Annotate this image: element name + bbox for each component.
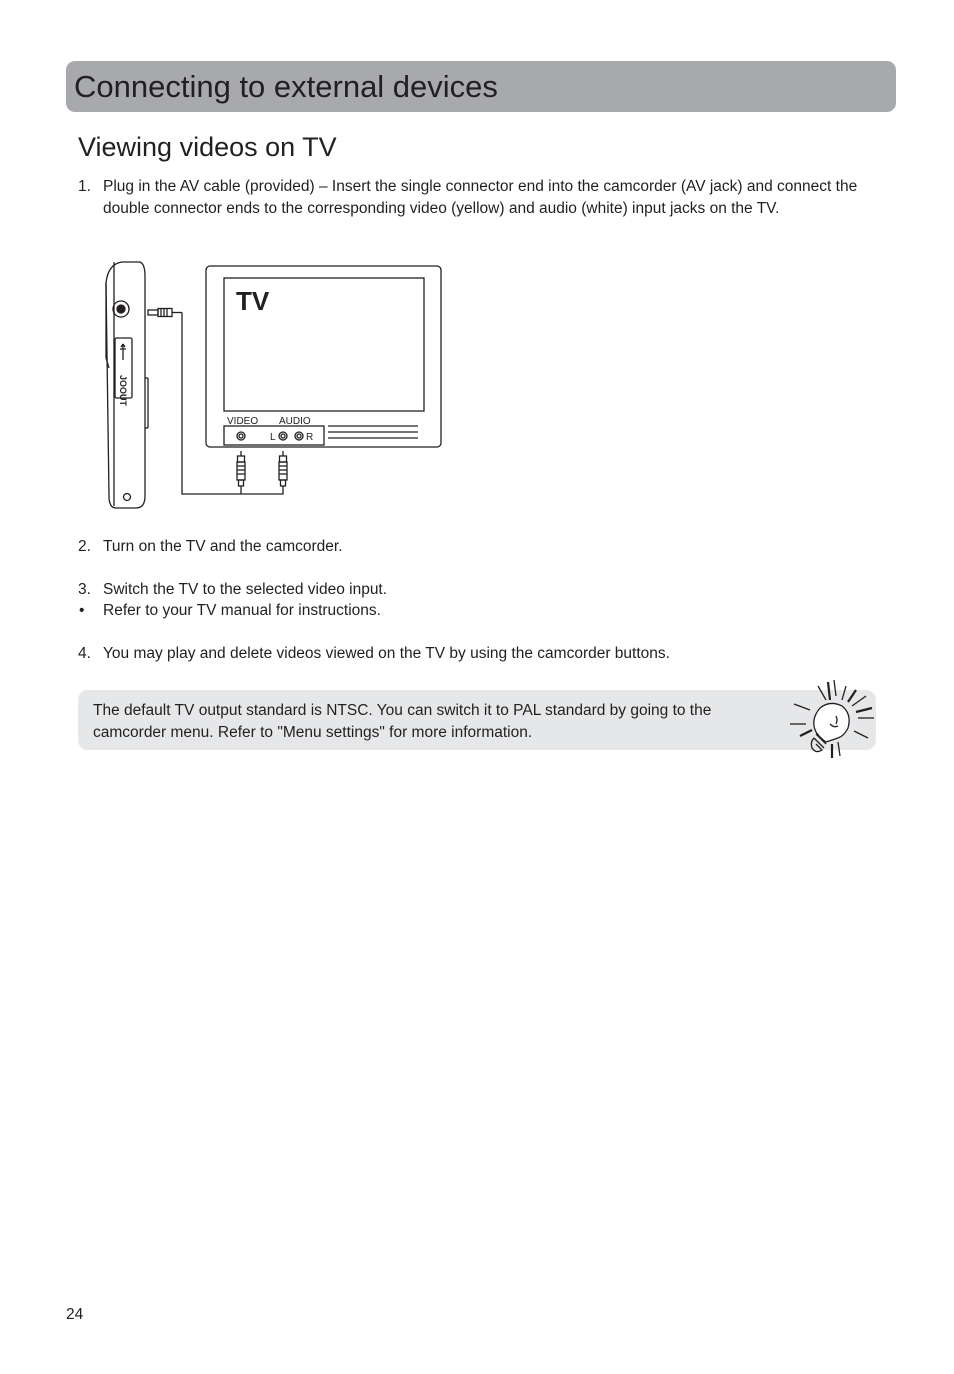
av-cable xyxy=(182,313,283,495)
note-text: The default TV output standard is NTSC. You can switch it to PAL standard by going to the camcorder menu. Refer to "Menu settings" for more information. xyxy=(93,702,712,741)
section-title: Viewing videos on TV xyxy=(78,132,337,162)
tv-label: TV xyxy=(236,286,270,316)
bullet-marker: • xyxy=(79,602,85,619)
camcorder-jack-label: JOOUT xyxy=(118,375,128,407)
step-text: Turn on the TV and the camcorder. xyxy=(103,538,343,555)
tip-note xyxy=(78,690,876,750)
step-3 xyxy=(78,579,878,601)
video-label: VIDEO xyxy=(227,416,259,427)
step-bullet xyxy=(78,600,878,622)
audio-label: AUDIO xyxy=(279,416,311,427)
step-text: Switch the TV to the selected video input. xyxy=(103,581,388,598)
step-number: 4. xyxy=(78,645,91,662)
step-4 xyxy=(78,643,878,665)
page-number: 24 xyxy=(66,1306,84,1323)
usb-icon xyxy=(120,344,126,360)
step-2 xyxy=(78,536,878,558)
audio-left-label: L xyxy=(270,432,276,443)
step-number: 3. xyxy=(78,581,91,598)
tv-connection-diagram xyxy=(96,258,446,514)
audio-left-jack xyxy=(279,432,287,440)
audio-right-label: R xyxy=(306,432,314,443)
chapter-banner xyxy=(66,61,896,112)
step-text: Plug in the AV cable (provided) – Insert the single connector end into the camcorder (AV jack) and connect the double connector ends to the corresponding video (yellow) and audio (white) input jacks on the TV. xyxy=(103,178,858,217)
step-number: 2. xyxy=(78,538,91,555)
step-text: You may play and delete videos viewed on the TV by using the camcorder buttons. xyxy=(103,645,670,662)
audio-rca-plug xyxy=(279,451,287,486)
audio-right-jack xyxy=(295,432,303,440)
chapter-title: Connecting to external devices xyxy=(74,69,498,104)
step-number: 1. xyxy=(78,178,91,195)
step-text: Refer to your TV manual for instructions. xyxy=(103,602,381,619)
step-1 xyxy=(78,176,878,219)
video-input-jack xyxy=(237,432,245,440)
lightbulb-icon xyxy=(786,678,876,760)
video-rca-plug xyxy=(237,451,245,486)
power-icon xyxy=(124,494,131,501)
